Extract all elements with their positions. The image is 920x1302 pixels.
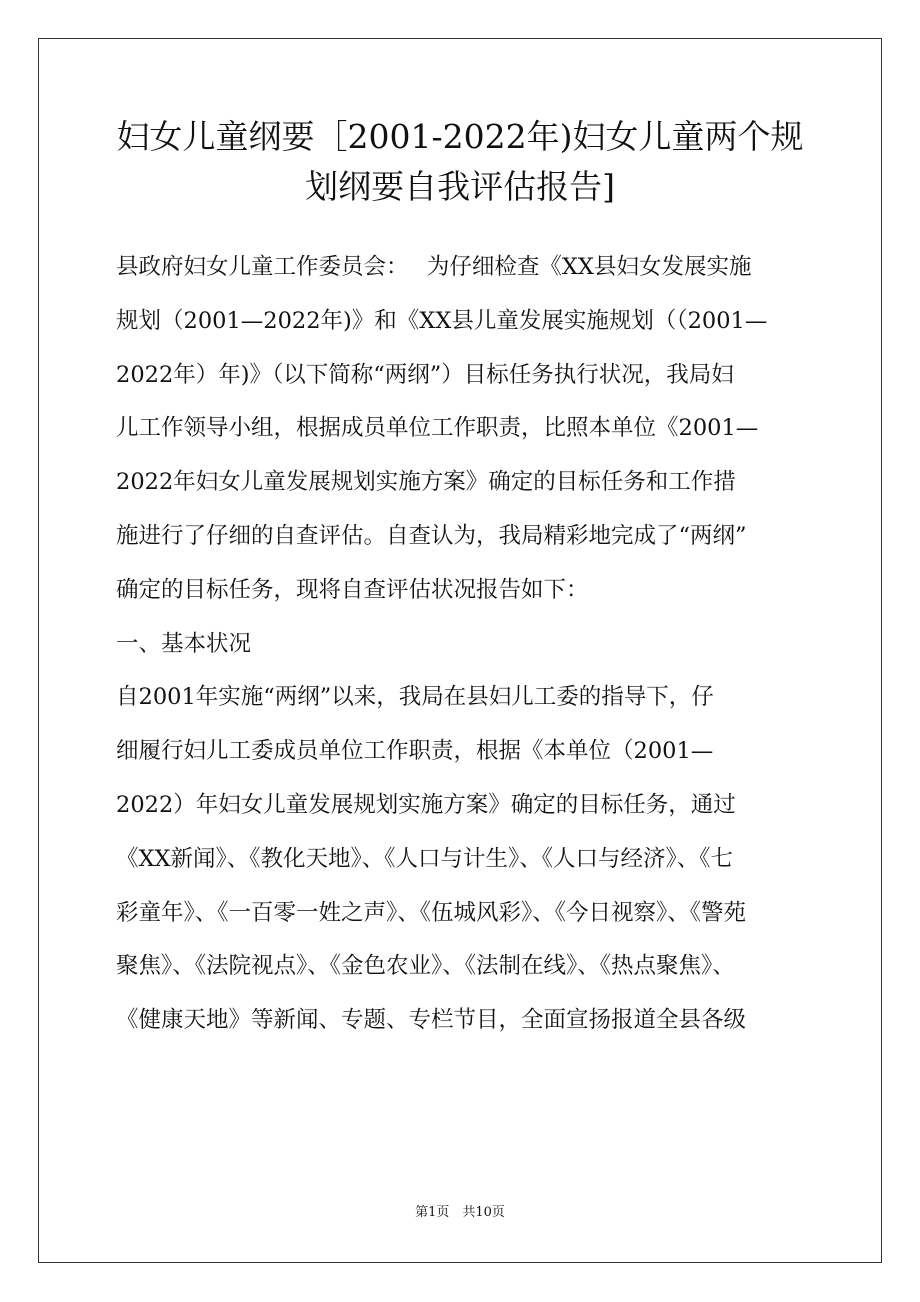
body-line: 确定的目标任务，现将自查评估状况报告如下： <box>116 576 589 603</box>
body-line: 施进行了仔细的自查评估。自查认为，我局精彩地完成了“两纲” <box>116 522 747 549</box>
section-heading: 一、基本状况 <box>116 630 252 657</box>
body-line: 2022年妇女儿童发展规划实施方案》确定的目标任务和工作措 <box>116 469 736 496</box>
body-line: 聚焦》、《法院视点》、《金色农业》、《法制在线》、《热点聚焦》、 <box>116 953 735 980</box>
title-line-1: 妇女儿童纲要［2001-2022年)妇女儿童两个规 <box>116 117 804 156</box>
body-line: 规划（2001—2022年)》和《XX县儿童发展实施规划（（2001— <box>116 307 768 334</box>
document-body <box>116 241 816 1048</box>
body-line: 2022）年妇女儿童发展规划实施方案》确定的目标任务，通过 <box>116 791 736 818</box>
title-line-2: 划纲要自我评估报告] <box>305 167 615 206</box>
body-line: 自2001年实施“两纲”以来，我局在县妇儿工委的指导下，仔 <box>116 684 714 711</box>
page-footer: 第1页 共10页 <box>415 1205 505 1220</box>
body-line: 彩童年》、《一百零一姓之声》、《伍城风彩》、《今日视察》、《警苑 <box>116 899 747 926</box>
body-line: 《XX新闻》、《教化天地》、《人口与计生》、《人口与经济》、《七 <box>116 845 734 872</box>
body-line: 2022年）年)》（以下简称“两纲”）目标任务执行状况，我局妇 <box>116 361 734 388</box>
body-line: 县政府妇女儿童工作委员会： 为仔细检查《XX县妇女发展实施 <box>116 254 752 280</box>
body-line: 《健康天地》等新闻、专题、专栏节目，全面宣扬报道全县各级 <box>116 1007 747 1034</box>
document-title <box>70 112 850 212</box>
body-line: 细履行妇儿工委成员单位工作职责，根据《本单位（2001— <box>116 738 714 765</box>
body-line: 儿工作领导小组，根据成员单位工作职责，比照本单位《2001— <box>116 415 759 442</box>
